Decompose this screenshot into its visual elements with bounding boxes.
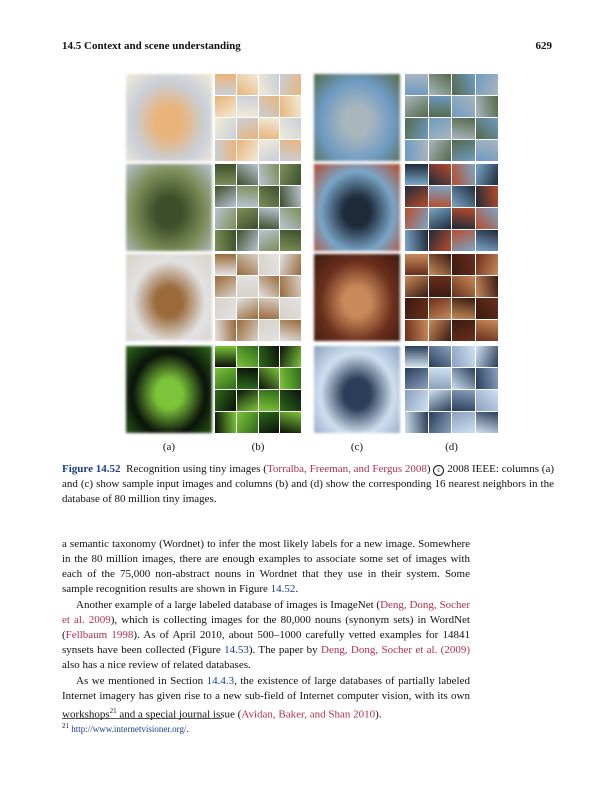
footnote-marker[interactable]: 21 [109, 707, 117, 715]
neighbor-thumbnail [280, 276, 301, 297]
neighbor-thumbnail [476, 118, 499, 139]
neighbor-thumbnail [215, 118, 236, 139]
neighbor-thumbnail [452, 298, 475, 319]
neighbor-thumbnail [452, 276, 475, 297]
neighbor-thumbnail [452, 368, 475, 389]
neighbor-thumbnail [237, 254, 258, 275]
footnote-number: 21 [62, 722, 69, 730]
neighbor-thumbnail [452, 254, 475, 275]
neighbor-thumbnail [476, 254, 499, 275]
neighbor-thumbnail [405, 118, 428, 139]
neighbor-thumbnail [405, 164, 428, 185]
neighbor-thumbnail [476, 96, 499, 117]
neighbor-thumbnail [215, 346, 236, 367]
neighbor-thumbnail [259, 208, 280, 229]
neighbor-thumbnail [476, 276, 499, 297]
neighbor-thumbnail [429, 390, 452, 411]
paragraph-1: a semantic taxonomy (Wordnet) to infer the most likely labels for a new image. Somewhere in the 80 million images, there are enough examples to associate some set of images with each of the 75,000 non-abstract nouns in Wordnet that they use in their system. Some sample recognition results are shown in Figure 14.52. [62, 538, 470, 595]
neighbor-thumbnail [476, 186, 499, 207]
neighbor-thumbnail [452, 208, 475, 229]
neighbor-thumbnail [452, 118, 475, 139]
neighbor-thumbnail [280, 208, 301, 229]
neighbor-thumbnail [405, 74, 428, 95]
neighbor-thumbnail [237, 164, 258, 185]
section-link-14-4-3[interactable]: 14.4.3 [206, 675, 235, 687]
neighbor-thumbnail [215, 368, 236, 389]
input-image-a-3 [126, 254, 212, 341]
neighbor-thumbnail [405, 298, 428, 319]
neighbor-thumbnail [405, 390, 428, 411]
figure-caption: Figure 14.52 Recognition using tiny images (Torralba, Freeman, and Fergus 2008) c 2008 IEEE: columns (a) and (c) show sample input images and columns (b) and (d) show the corresponding 16 nearest neighbors in the database of 80 million tiny images. [62, 463, 554, 505]
panel-label: (d) [445, 441, 458, 453]
neighbor-thumbnail [452, 140, 475, 161]
neighbor-thumbnail [237, 346, 258, 367]
neighbor-thumbnail [405, 96, 428, 117]
panel-labels [126, 441, 498, 455]
input-image-a-1 [126, 74, 212, 161]
neighbor-thumbnail [215, 298, 236, 319]
neighbor-thumbnail [429, 140, 452, 161]
neighbor-thumbnail [429, 254, 452, 275]
neighbor-thumbnail [429, 164, 452, 185]
neighbor-thumbnail [280, 118, 301, 139]
neighbor-thumbnail [259, 276, 280, 297]
neighbor-thumbnail [429, 368, 452, 389]
input-image-c-1 [314, 74, 400, 161]
neighbor-thumbnail [429, 96, 452, 117]
panel-label: (c) [350, 441, 364, 453]
neighbor-thumbnail [237, 412, 258, 433]
neighbor-thumbnail [280, 164, 301, 185]
citation-deng-1[interactable]: Deng, Dong, Socher et al. 2009 [62, 599, 470, 626]
neighbor-thumbnail [280, 140, 301, 161]
neighbor-thumbnail [259, 390, 280, 411]
paragraph-3: As we mentioned in Section 14.4.3, the existence of large databases of partially labeled Internet imagery has given rise to a new sub-field of Internet computer vision, with its own workshops$^{21}$ and a special journal issue (Avidan, Baker, and Shan 2010). [62, 675, 470, 721]
neighbor-thumbnail [452, 96, 475, 117]
neighbor-thumbnail [215, 186, 236, 207]
input-image-a-2 [126, 164, 212, 251]
neighbors-mosaic-b-1 [215, 74, 301, 161]
figure-label: Figure 14.52 [62, 463, 121, 475]
footnote: $^{21}$ http://www.internetvisioner.org/. [62, 722, 189, 734]
neighbors-mosaic-b-3 [215, 254, 301, 341]
neighbor-thumbnail [259, 186, 280, 207]
neighbors-mosaic-d-2 [405, 164, 498, 251]
neighbor-thumbnail [215, 412, 236, 433]
neighbor-thumbnail [259, 254, 280, 275]
neighbor-thumbnail [429, 320, 452, 341]
neighbor-thumbnail [405, 368, 428, 389]
running-header [62, 40, 552, 52]
neighbor-thumbnail [452, 164, 475, 185]
neighbors-mosaic-d-1 [405, 74, 498, 161]
panel-label: (b) [251, 441, 265, 453]
neighbor-thumbnail [429, 118, 452, 139]
neighbor-thumbnail [429, 208, 452, 229]
neighbors-mosaic-b-2 [215, 164, 301, 251]
neighbor-thumbnail [280, 368, 301, 389]
neighbor-thumbnail [280, 346, 301, 367]
citation-avidan[interactable]: Avidan, Baker, and Shan 2010 [241, 708, 376, 721]
neighbor-thumbnail [452, 412, 475, 433]
neighbor-thumbnail [259, 368, 280, 389]
paragraph-2: Another example of a large labeled database of images is ImageNet (Deng, Dong, Socher et al. 2009), which is collecting images for the 80,000 nouns (synonym sets) in WordNet (Fellbaum 1998). As of April 2010, about 500–1000 carefully vetted examples for 14841 synsets have been collected (Figure 14.53). The paper by Deng, Dong, Socher et al. (2009) also has a nice review of related databases. [62, 599, 470, 671]
neighbor-thumbnail [476, 320, 499, 341]
neighbor-thumbnail [452, 186, 475, 207]
caption-text-2: 2008 IEEE: columns (a) and (c) show sample input images and columns (b) and (d) show the corresponding 16 nearest neighbors in the database of 80 million tiny images. [62, 463, 554, 505]
neighbor-thumbnail [259, 96, 280, 117]
neighbor-thumbnail [476, 140, 499, 161]
neighbor-thumbnail [405, 346, 428, 367]
neighbor-thumbnail [476, 346, 499, 367]
neighbor-thumbnail [280, 96, 301, 117]
neighbor-thumbnail [237, 298, 258, 319]
neighbor-thumbnail [259, 118, 280, 139]
neighbor-thumbnail [280, 186, 301, 207]
neighbor-thumbnail [215, 96, 236, 117]
neighbor-thumbnail [452, 346, 475, 367]
neighbors-mosaic-d-3 [405, 254, 498, 341]
neighbor-thumbnail [215, 320, 236, 341]
neighbor-thumbnail [429, 230, 452, 251]
neighbor-thumbnail [476, 208, 499, 229]
neighbor-thumbnail [405, 412, 428, 433]
neighbor-thumbnail [476, 164, 499, 185]
neighbor-thumbnail [405, 254, 428, 275]
neighbor-thumbnail [280, 320, 301, 341]
neighbor-thumbnail [237, 118, 258, 139]
neighbor-thumbnail [452, 230, 475, 251]
input-image-a-4 [126, 346, 212, 433]
neighbor-thumbnail [215, 140, 236, 161]
neighbor-thumbnail [280, 412, 301, 433]
neighbor-thumbnail [215, 276, 236, 297]
neighbor-thumbnail [215, 230, 236, 251]
neighbor-thumbnail [405, 320, 428, 341]
page-number: 629 [535, 40, 552, 52]
neighbor-thumbnail [259, 230, 280, 251]
neighbor-thumbnail [259, 346, 280, 367]
neighbor-thumbnail [280, 298, 301, 319]
neighbor-thumbnail [429, 298, 452, 319]
neighbor-thumbnail [280, 74, 301, 95]
neighbor-thumbnail [215, 390, 236, 411]
neighbors-mosaic-d-4 [405, 346, 498, 433]
input-image-c-3 [314, 254, 400, 341]
neighbor-thumbnail [452, 320, 475, 341]
neighbors-mosaic-b-4 [215, 346, 301, 433]
input-image-c-4 [314, 346, 400, 433]
neighbor-thumbnail [405, 276, 428, 297]
neighbor-thumbnail [237, 208, 258, 229]
neighbor-thumbnail [259, 140, 280, 161]
neighbor-thumbnail [429, 186, 452, 207]
neighbor-thumbnail [280, 230, 301, 251]
section-title: 14.5 Context and scene understanding [62, 40, 241, 52]
neighbor-thumbnail [280, 390, 301, 411]
body-text [62, 537, 470, 723]
neighbor-thumbnail [405, 208, 428, 229]
citation-fellbaum[interactable]: Fellbaum 1998 [65, 629, 134, 641]
neighbor-thumbnail [237, 276, 258, 297]
neighbor-thumbnail [452, 390, 475, 411]
neighbor-thumbnail [405, 230, 428, 251]
neighbor-thumbnail [429, 276, 452, 297]
neighbor-thumbnail [237, 96, 258, 117]
neighbor-thumbnail [429, 74, 452, 95]
citation-deng-2[interactable]: Deng, Dong, Socher et al. (2009) [321, 644, 470, 656]
caption-text: Recognition using tiny images ( [126, 463, 267, 475]
neighbor-thumbnail [259, 298, 280, 319]
footnote-url-link[interactable]: http://www.internetvisioner.org/ [71, 724, 187, 734]
neighbor-thumbnail [259, 164, 280, 185]
neighbor-thumbnail [429, 412, 452, 433]
neighbor-thumbnail [215, 74, 236, 95]
footnote-rule [62, 718, 222, 719]
figure-link-14-52[interactable]: 14.52 [270, 583, 296, 595]
neighbor-thumbnail [476, 390, 499, 411]
neighbor-thumbnail [405, 140, 428, 161]
neighbor-thumbnail [237, 230, 258, 251]
neighbor-thumbnail [429, 346, 452, 367]
neighbor-thumbnail [452, 74, 475, 95]
neighbor-thumbnail [215, 254, 236, 275]
figure-link-14-53[interactable]: 14.53 [224, 644, 249, 656]
neighbor-thumbnail [237, 320, 258, 341]
neighbor-thumbnail [280, 254, 301, 275]
input-image-c-2 [314, 164, 400, 251]
neighbor-thumbnail [476, 230, 499, 251]
neighbor-thumbnail [476, 298, 499, 319]
neighbor-thumbnail [237, 390, 258, 411]
figure-tiny-images [126, 74, 498, 438]
neighbor-thumbnail [215, 164, 236, 185]
neighbor-thumbnail [476, 74, 499, 95]
neighbor-thumbnail [215, 208, 236, 229]
neighbor-thumbnail [237, 186, 258, 207]
neighbor-thumbnail [237, 140, 258, 161]
citation-torralba[interactable]: Torralba, Freeman, and Fergus 2008 [266, 463, 427, 475]
panel-label: (a) [162, 441, 176, 453]
neighbor-thumbnail [237, 368, 258, 389]
neighbor-thumbnail [476, 368, 499, 389]
copyright-icon: c [433, 465, 444, 476]
neighbor-thumbnail [237, 74, 258, 95]
neighbor-thumbnail [259, 74, 280, 95]
neighbor-thumbnail [476, 412, 499, 433]
neighbor-thumbnail [405, 186, 428, 207]
neighbor-thumbnail [259, 320, 280, 341]
neighbor-thumbnail [259, 412, 280, 433]
